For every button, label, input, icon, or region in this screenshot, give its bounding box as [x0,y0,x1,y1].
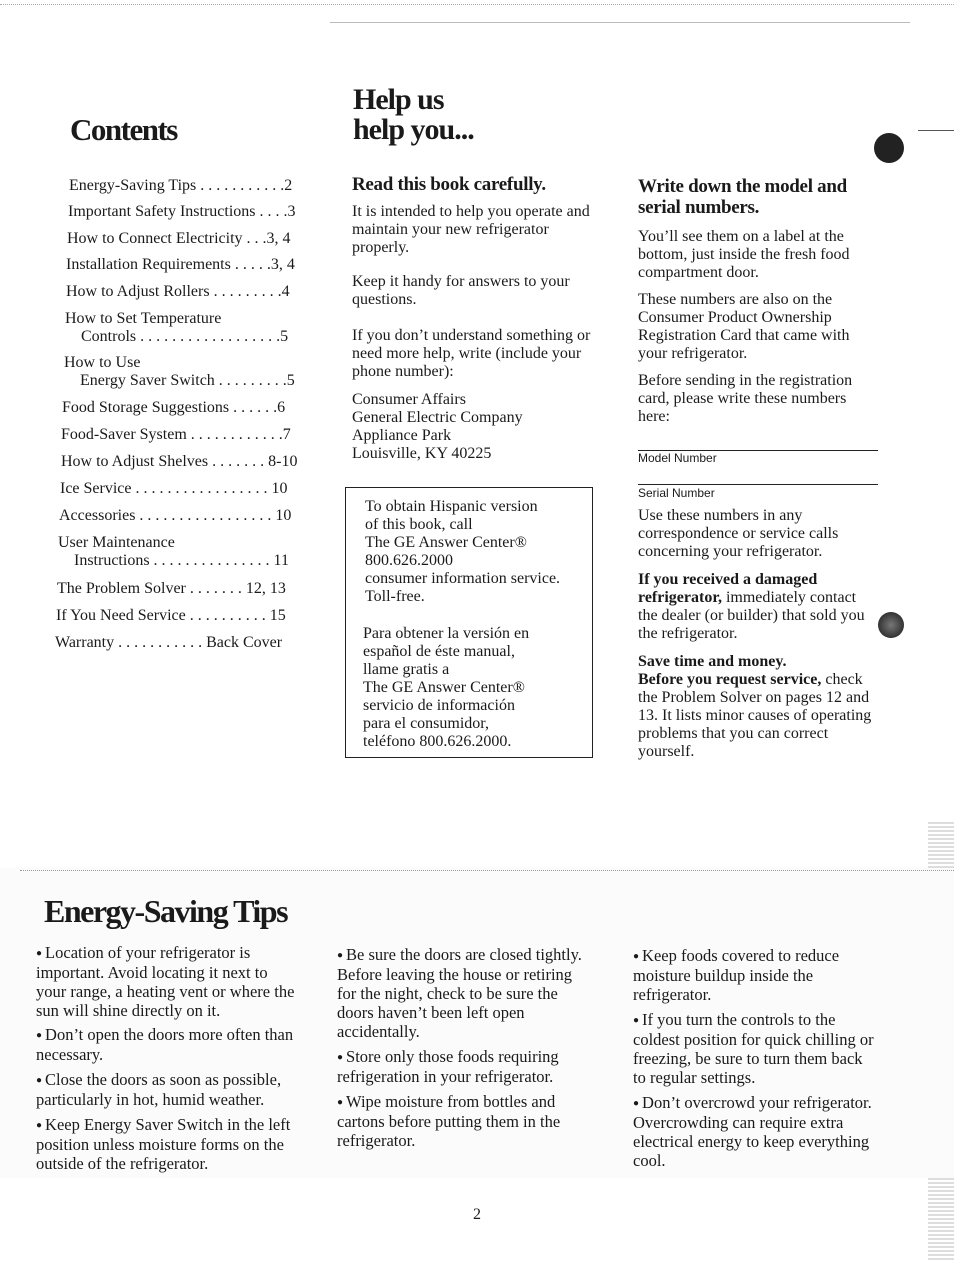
toc-entry: How to Connect Electricity . . .3, 4 [67,230,291,247]
energy-column-3 [633,946,878,1170]
model-paragraph: Use these numbers in any correspondence or service calls concerning your refrigerator. [638,507,839,560]
tip-text: Keep foods covered to reduce moisture buildup inside the refrigerator. [633,946,840,1004]
toc-entry: Food-Saver System . . . . . . . . . . . .7 [61,426,291,443]
tip-text: Store only those foods requiring refrigeration in your refrigerator. [337,1047,559,1086]
notice-line: Toll-free. [365,588,425,605]
notice-line: Para obtener la versión en [363,625,530,642]
hispanic-version-box [345,487,593,758]
energy-tip [36,1115,296,1173]
address-block [352,391,592,463]
energy-tips-title: Energy-Saving Tips [44,893,288,929]
energy-tip [633,1010,878,1087]
damaged-bold: If you received a damaged refrigerator, [638,571,818,606]
bullet-icon: ● [633,1015,640,1026]
read-heading: Read this book carefully. [352,174,546,195]
energy-tip [36,1025,296,1064]
address-line: Louisville, KY 40225 [352,445,492,462]
bullet-icon: ● [337,950,344,961]
model-paragraph: You’ll see them on a label at the bottom, just inside the fresh food compartment door. [638,228,850,281]
energy-tip [337,945,587,1041]
toc-entry: Accessories . . . . . . . . . . . . . . . . . 10 [59,507,292,524]
energy-column-1 [36,943,296,1173]
save-heading: Save time and money. [638,653,787,670]
bullet-icon: ● [337,1052,344,1063]
notice-line: para el consumidor, [363,715,489,732]
toc-entry: How to Adjust Shelves . . . . . . . 8-10 [61,453,298,470]
serial-number-line[interactable] [638,484,878,485]
notice-line: The GE Answer Center® [363,679,525,696]
energy-tip [337,1092,587,1150]
help-title-line1: Help us [353,83,444,116]
read-section [352,174,592,463]
notice-line: The GE Answer Center® [365,534,527,551]
toc-entry: User Maintenance Instructions . . . . . . . . . . . . . . . 11 [58,534,289,569]
help-title [353,85,474,145]
energy-tip [633,946,878,1004]
bullet-icon: ● [633,1098,640,1109]
damaged-paragraph [638,571,878,643]
energy-tip [337,1047,587,1086]
help-title-line2: help you... [353,113,474,146]
toc-entry: How to Set Temperature Controls . . . . . . . . . . . . . . . . . .5 [65,310,289,345]
save-bold: Before you request service, [638,671,822,688]
page-number: 2 [473,1206,481,1223]
read-paragraph: If you don’t understand something or need more help, write (include your phone number): [352,327,591,380]
read-paragraph: It is intended to help you operate and maintain your new refrigerator properly. [352,203,590,256]
model-paragraph: These numbers are also on the Consumer Product Ownership Registration Card that came with your refrigerator. [638,291,850,362]
tip-text: Don’t open the doors more often than necessary. [36,1025,294,1064]
tip-text: Be sure the doors are closed tightly. Before leaving the house or retiring for the night, check to be sure the doors haven’t been left open accidentally. [337,945,582,1041]
tip-text: If you turn the controls to the coldest position for quick chilling or freezing, be sure to turn them back to regular settings. [633,1010,874,1087]
energy-tip [36,943,296,1020]
toc-entry: The Problem Solver . . . . . . . 12, 13 [57,580,286,597]
bullet-icon: ● [36,1030,43,1041]
notice-line: español de éste manual, [363,643,515,660]
damaged-text: immediately contact the dealer (or builder) that sold you the refrigerator. [638,589,865,642]
model-heading-line: serial numbers. [638,197,760,218]
top-rule [330,22,910,23]
model-paragraph: Before sending in the registration card, please write these numbers here: [638,372,853,425]
energy-column-2 [337,945,587,1150]
toc-entry: Energy-Saving Tips . . . . . . . . . . .2 [69,177,293,194]
energy-tip [633,1093,878,1170]
address-line: General Electric Company [352,409,523,426]
bullet-icon: ● [337,1097,344,1108]
model-heading [638,176,878,218]
toc-entry: Installation Requirements . . . . .3, 4 [66,256,295,273]
address-line: Appliance Park [352,427,452,444]
toc-entry: Ice Service . . . . . . . . . . . . . . . . . 10 [60,480,288,497]
tip-text: Keep Energy Saver Switch in the left position unless moisture forms on the outside of the refrigerator. [36,1115,291,1173]
read-paragraph: Keep it handy for answers to your questions. [352,273,570,308]
english-notice [365,498,560,606]
serial-number-label: Serial Number [638,486,715,500]
tip-text: Wipe moisture from bottles and cartons before putting them in the refrigerator. [337,1092,561,1150]
address-line: Consumer Affairs [352,391,466,408]
right-margin-rule [918,130,954,131]
model-number-label: Model Number [638,451,717,465]
model-section [638,176,878,426]
save-paragraph [638,653,878,761]
energy-band-rule [20,870,954,871]
contents-title: Contents [70,112,177,147]
spanish-notice [363,625,529,751]
tip-text: Close the doors as soon as possible, particularly in hot, humid weather. [36,1070,282,1109]
notice-line: of this book, call [365,516,473,533]
binder-hole-icon [874,133,904,163]
bullet-icon: ● [36,948,43,959]
binder-hole-icon [878,612,904,638]
bullet-icon: ● [633,951,640,962]
model-section-continued [638,507,878,761]
tip-text: Don’t overcrowd your refrigerator. Overcrowding can require extra electrical energy to keep everything cool. [633,1093,872,1170]
top-scan-line [0,4,954,5]
notice-line: teléfono 800.626.2000. [363,733,512,750]
toc-entry: Warranty . . . . . . . . . . . Back Cover [55,634,283,651]
toc-entry: Important Safety Instructions . . . .3 [68,203,296,220]
notice-line: To obtain Hispanic version [365,498,538,515]
toc-entry: Food Storage Suggestions . . . . . .6 [62,399,286,416]
energy-tip [36,1070,296,1109]
toc-entry: How to Adjust Rollers . . . . . . . . .4 [66,283,290,300]
toc-entry: If You Need Service . . . . . . . . . . 15 [56,607,286,624]
model-heading-line: Write down the model and [638,176,847,197]
notice-line: consumer information service. [365,570,561,587]
bullet-icon: ● [36,1075,43,1086]
tip-text: Location of your refrigerator is important. Avoid locating it next to your range, a heating vent or where the sun will shine directly on it. [36,943,295,1020]
toc-entry: How to Use Energy Saver Switch . . . . . . . . .5 [64,354,295,389]
bullet-icon: ● [36,1120,43,1131]
notice-line: llame gratis a [363,661,450,678]
notice-line: servicio de información [363,697,515,714]
save-text: check the Problem Solver on pages 12 and 13. It lists minor causes of operating problems that you can correct yourself. [638,671,872,760]
notice-line: 800.626.2000 [365,552,453,569]
